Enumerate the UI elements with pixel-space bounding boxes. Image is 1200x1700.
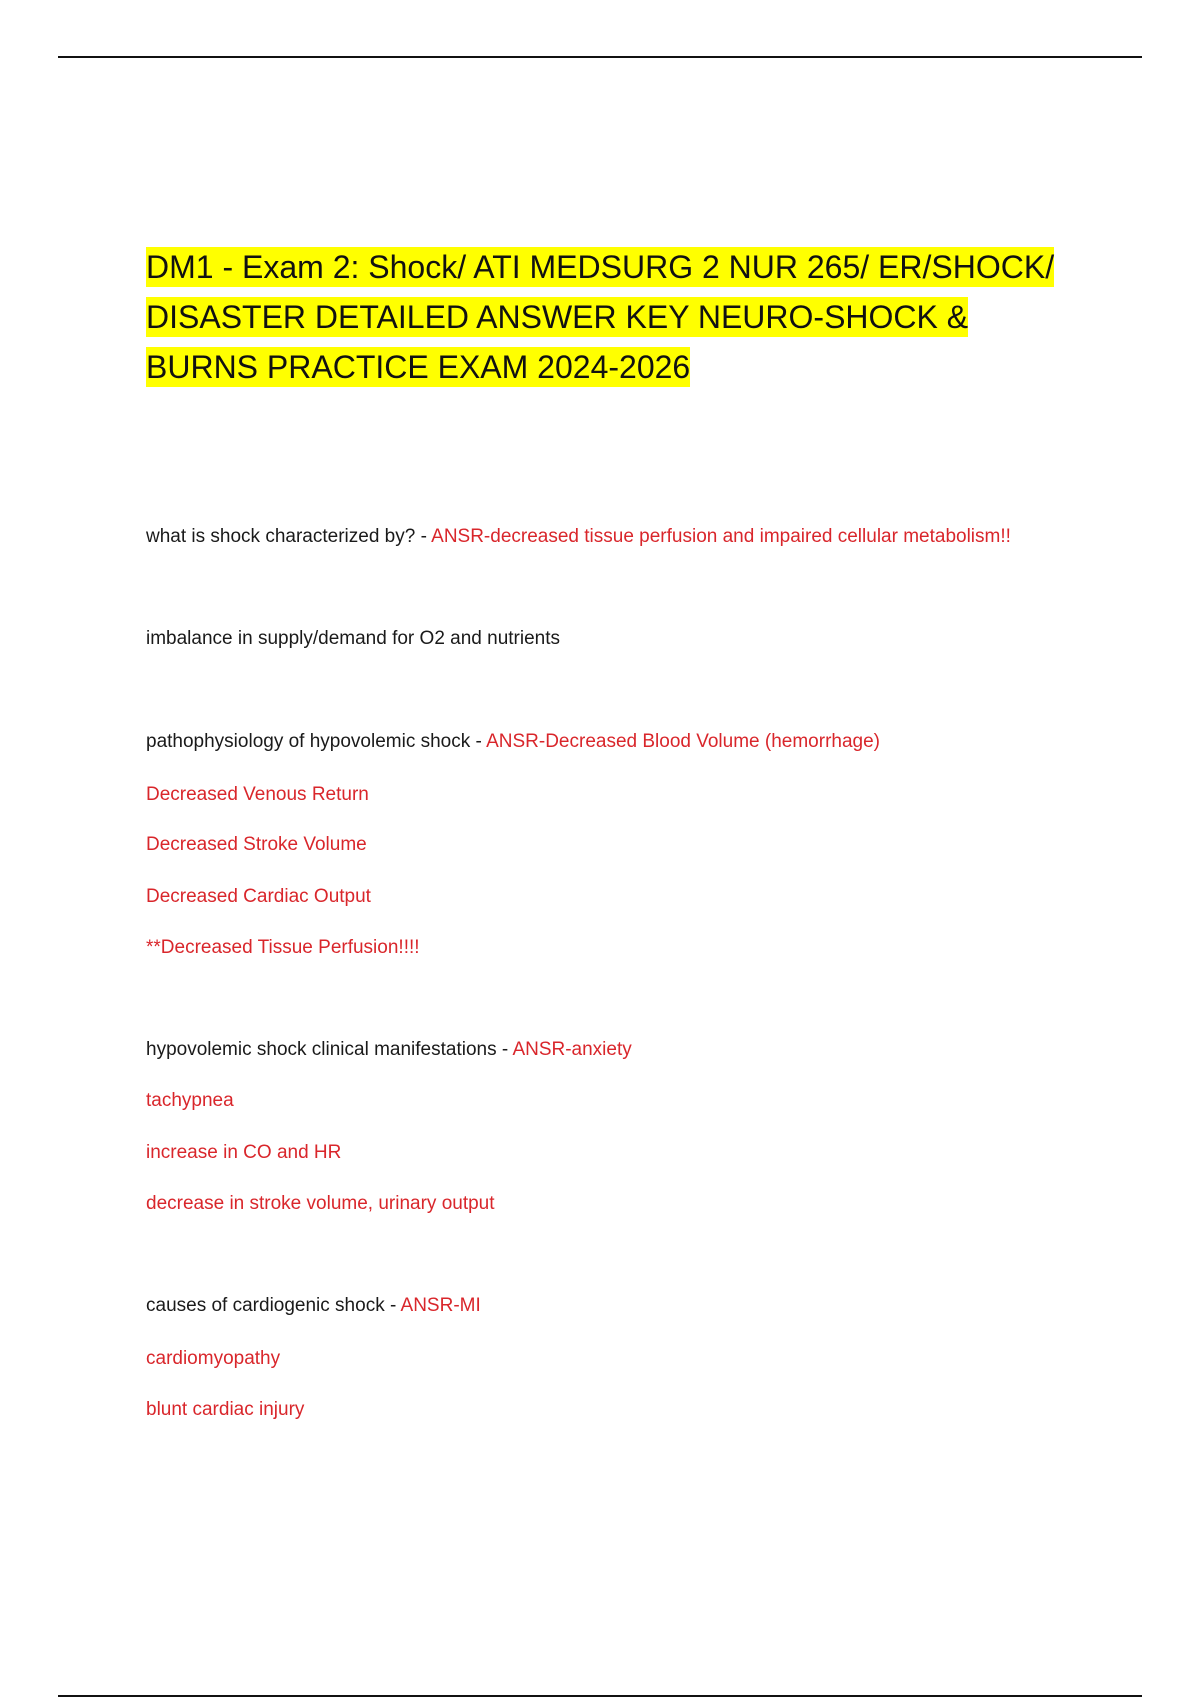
qa-line: [146, 627, 560, 651]
answer-continuation: increase in CO and HR: [146, 1142, 342, 1163]
answer-text: ANSR-MI: [400, 1295, 481, 1316]
answer-continuation: tachypnea: [146, 1090, 234, 1111]
question-text: causes of cardiogenic shock -: [146, 1295, 401, 1316]
qa-line: [146, 730, 880, 754]
answer-continuation: Decreased Venous Return: [146, 784, 369, 805]
qa-line: [146, 1294, 481, 1318]
answer-continuation: **Decreased Tissue Perfusion!!!!: [146, 937, 420, 958]
question-text: hypovolemic shock clinical manifestations -: [146, 1039, 513, 1060]
footer-rule: [58, 1695, 1142, 1697]
answer-text: ANSR-decreased tissue perfusion and impaired cellular metabolism!!: [431, 526, 1011, 547]
answer-continuation: Decreased Cardiac Output: [146, 886, 371, 907]
answer-continuation: cardiomyopathy: [146, 1348, 281, 1369]
title-highlight: DM1 - Exam 2: Shock/ ATI MEDSURG 2 NUR 265/ ER/SHOCK/ DISASTER DETAILED ANSWER KEY NEURO-SHOCK & BURNS PRACTICE EXAM 2024-2026: [146, 249, 1055, 385]
document-title: [146, 242, 1086, 392]
answer-continuation: decrease in stroke volume, urinary output: [146, 1193, 495, 1214]
answer-continuation: Decreased Stroke Volume: [146, 834, 367, 855]
qa-line: [146, 1038, 632, 1062]
question-text: pathophysiology of hypovolemic shock -: [146, 731, 487, 752]
question-text: imbalance in supply/demand for O2 and nutrients: [146, 628, 561, 649]
header-rule: [58, 56, 1142, 58]
answer-text: ANSR-Decreased Blood Volume (hemorrhage): [486, 731, 881, 752]
qa-line: [146, 525, 1011, 549]
answer-continuation: blunt cardiac injury: [146, 1399, 305, 1420]
question-text: what is shock characterized by? -: [146, 526, 432, 547]
answer-text: ANSR-anxiety: [512, 1039, 632, 1060]
